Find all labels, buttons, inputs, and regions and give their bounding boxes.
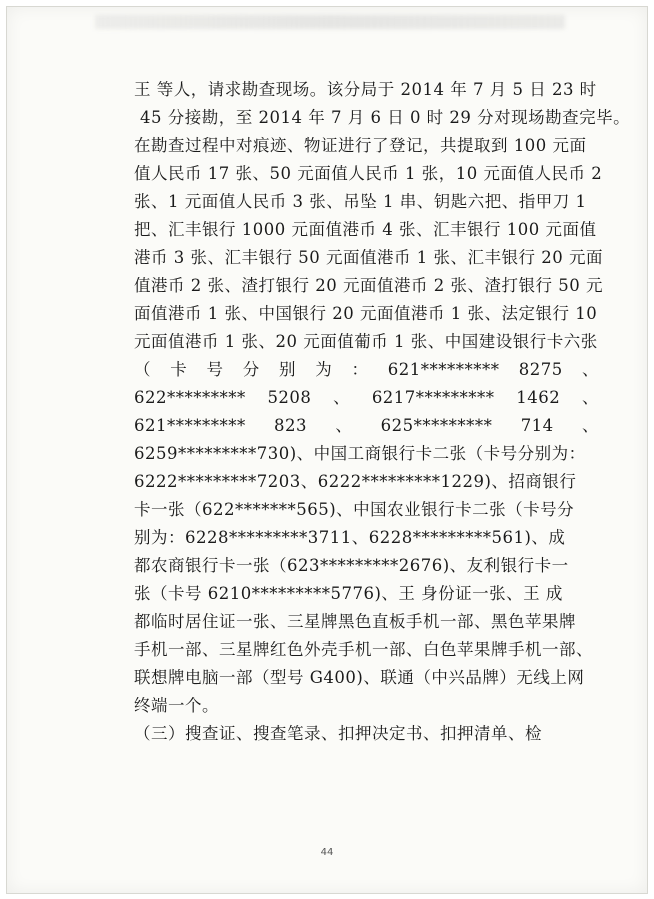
text-line: [134, 692, 599, 720]
text-line: [134, 664, 599, 692]
text-content: （三）搜查证、搜查笔录、扣押决定书、扣押清单、检: [134, 724, 542, 743]
text-fragment: 号: [206, 360, 224, 379]
text-line: [134, 216, 599, 244]
text-line: [134, 440, 599, 468]
text-content: 把、汇丰银行 1000 元面值港币 4 张、汇丰银行 100 元面值: [134, 220, 597, 239]
text-content: 港币 3 张、汇丰银行 50 元面值港币 1 张、汇丰银行 20 元面: [134, 248, 603, 267]
text-line: [134, 524, 599, 552]
text-line: [134, 412, 599, 440]
text-content: 张（卡号 6210*********5776)、王 身份证一张、王 成: [134, 584, 563, 603]
text-line: [134, 76, 599, 104]
scan-artifact: [95, 15, 565, 29]
text-content: 6222*********7203、6222*********1229)、招商银行: [134, 472, 577, 491]
text-fragment: 714: [520, 416, 554, 435]
text-fragment: 622*********: [134, 388, 246, 407]
text-content: 元面值港币 1 张、20 元面值葡币 1 张、中国建设银行卡六张: [134, 332, 598, 351]
text-fragment: （: [134, 360, 151, 379]
text-fragment: 、: [581, 388, 599, 407]
text-content: 都农商银行卡一张（623*********2676)、友利银行卡一: [134, 556, 569, 575]
page-number: 44: [320, 847, 334, 858]
text-fragment: 、: [333, 388, 351, 407]
text-fragment: ：: [351, 360, 369, 379]
text-fragment: 分: [242, 360, 260, 379]
text-content: 张、1 元面值人民币 3 张、吊坠 1 串、钥匙六把、指甲刀 1: [134, 192, 587, 211]
text-line: [134, 300, 599, 328]
text-fragment: 、: [581, 416, 599, 435]
text-line: [134, 384, 599, 412]
text-fragment: 为: [315, 360, 333, 379]
text-fragment: 621*********: [387, 360, 500, 379]
text-fragment: 卡: [170, 360, 188, 379]
text-content: 卡一张（622*******565)、中国农业银行卡二张（卡号分: [134, 500, 575, 519]
text-line: [134, 244, 603, 272]
text-fragment: 621*********: [134, 416, 246, 435]
text-content: 值港币 2 张、渣打银行 20 元面值港币 2 张、渣打银行 50 元: [134, 276, 603, 295]
text-fragment: 625*********: [380, 416, 493, 435]
text-content: 王 等人，请求勘查现场。该分局于 2014 年 7 月 5 日 23 时: [134, 80, 597, 99]
text-line: [134, 552, 599, 580]
text-fragment: 别: [279, 360, 296, 379]
text-line: [134, 356, 599, 384]
text-line: [134, 132, 599, 160]
text-line: [134, 580, 599, 608]
text-line: [134, 328, 599, 356]
text-content: 别为：6228*********3711、6228*********561)、成: [134, 528, 566, 547]
text-fragment: 6217*********: [371, 388, 495, 407]
text-content: 6259*********730)、中国工商银行卡二张（卡号分别为：: [134, 444, 586, 463]
text-content: 手机一部、三星牌红色外壳手机一部、白色苹果牌手机一部、: [134, 640, 593, 659]
document-page: [6, 6, 648, 894]
text-line: [134, 608, 599, 636]
text-line: [134, 104, 631, 132]
text-content: 终端一个。: [134, 696, 219, 715]
text-content: 联想牌电脑一部（型号 G400)、联通（中兴品牌）无线上网: [134, 668, 585, 687]
text-line: [134, 160, 603, 188]
text-line: [134, 496, 599, 524]
text-line: [134, 188, 599, 216]
text-fragment: 8275: [518, 360, 563, 379]
text-fragment: 、: [582, 360, 599, 379]
text-content: 在勘查过程中对痕迹、物证进行了登记，共提取到 100 元面: [134, 136, 587, 155]
text-content: 都临时居住证一张、三星牌黑色直板手机一部、黑色苹果牌: [134, 612, 576, 631]
text-content: 面值港币 1 张、中国银行 20 元面值港币 1 张、法定银行 10: [134, 304, 598, 323]
text-content: 45 分接勘，至 2014 年 7 月 6 日 0 时 29 分对现场勘查完毕。: [140, 108, 631, 127]
text-line: [134, 468, 599, 496]
text-line: [134, 636, 599, 664]
text-fragment: 、: [335, 416, 353, 435]
text-fragment: 1462: [516, 388, 561, 407]
text-content: 值人民币 17 张、50 元面值人民币 1 张，10 元面值人民币 2: [134, 164, 603, 183]
text-fragment: 823: [274, 416, 308, 435]
text-line: [134, 720, 599, 748]
text-fragment: 5208: [267, 388, 312, 407]
text-line: [134, 272, 603, 300]
document-body: [134, 76, 631, 748]
